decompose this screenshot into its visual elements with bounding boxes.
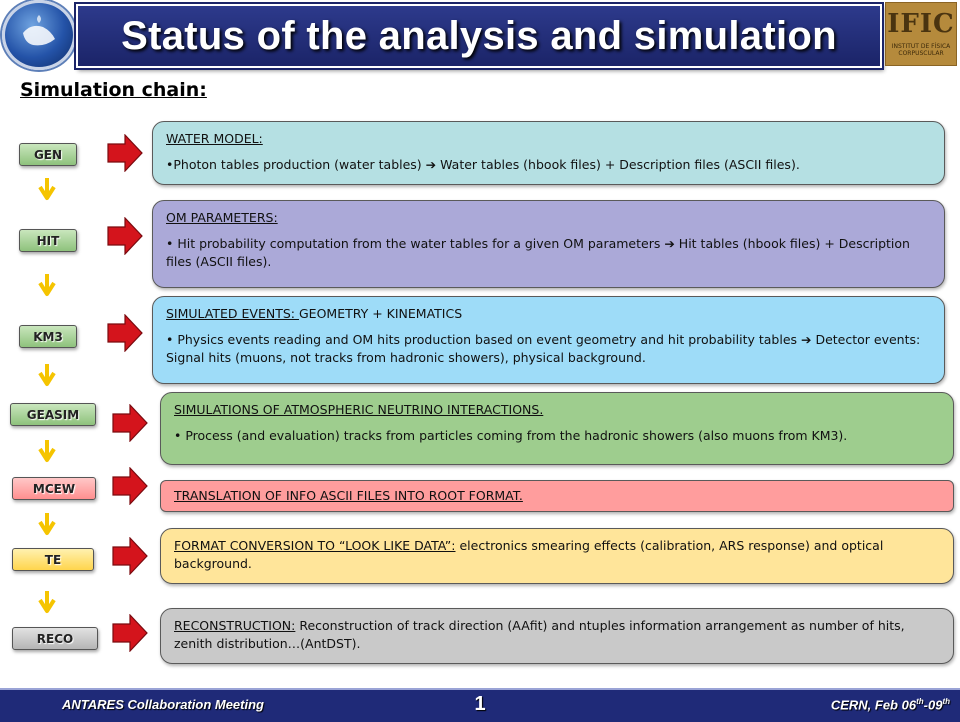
- right-arrow-icon: [107, 134, 143, 172]
- footer-date-sup2: th: [942, 697, 950, 706]
- mcew-heading: TRANSLATION OF INFO ASCII FILES INTO ROOT FORMAT.: [174, 488, 523, 503]
- footer-location-date: [831, 697, 950, 712]
- om-parameters-text-a: Hit probability computation from the water tables for a given OM parameters: [173, 236, 665, 251]
- water-model-text-a: Photon tables production (water tables): [173, 157, 426, 172]
- section-subtitle: Simulation chain:: [20, 79, 207, 101]
- om-parameters-text-b: Hit tables (hbook files) + Description files (ASCII files).: [166, 236, 910, 269]
- water-model-box: [152, 121, 945, 185]
- simulated-events-heading-underlined: SIMULATED EVENTS:: [166, 306, 299, 321]
- simulated-events-box: [152, 296, 945, 384]
- antares-logo: [2, 0, 76, 70]
- chain-node-geasim: GEASIM: [10, 403, 96, 426]
- geasim-text: Process (and evaluation) tracks from particles coming from the hadronic showers (also muons from KM3).: [181, 428, 848, 443]
- arrow-right-icon: ➔: [801, 332, 812, 347]
- down-arrow-icon: [38, 363, 56, 387]
- down-arrow-icon: [38, 439, 56, 463]
- simulated-events-text-a: Physics events reading and OM hits production based on event geometry and hit probability tables: [173, 332, 801, 347]
- arrow-right-icon: ➔: [664, 236, 675, 251]
- te-heading-underlined: FORMAT CONVERSION TO “LOOK LIKE DATA”:: [174, 538, 456, 553]
- down-arrow-icon: [38, 273, 56, 297]
- simulated-events-heading-rest: GEOMETRY + KINEMATICS: [298, 306, 463, 321]
- antares-globe-icon: [5, 3, 73, 67]
- simulated-events-text-b: Detector events: Signal hits (muons, not tracks from hadronic showers), physical background.: [166, 332, 921, 365]
- ific-logo-subtext: INSTITUT DE FÍSICA CORPUSCULAR: [891, 43, 951, 57]
- simulated-events-heading: [166, 305, 932, 323]
- footer-date-mid: -09: [923, 697, 943, 713]
- te-text: [174, 537, 941, 573]
- te-heading-rest: electronics smearing effects (calibration, ARS response) and optical background.: [174, 538, 884, 571]
- chain-node-reco: RECO: [12, 627, 98, 650]
- om-parameters-bullet: • Hit probability computation from the water tables for a given OM parameters ➔ Hit tables (hbook files) + Description files (ASCII files).: [166, 236, 910, 269]
- chain-node-te: TE: [12, 548, 94, 571]
- reco-heading-underlined: RECONSTRUCTION:: [174, 618, 296, 633]
- footer-date-prefix: CERN, Feb 06: [830, 697, 917, 713]
- chain-node-km3: KM3: [19, 325, 77, 348]
- water-model-bullet: •Photon tables production (water tables) ➔ Water tables (hbook files) + Description files (ASCII files).: [166, 157, 800, 172]
- reco-box: [160, 608, 954, 664]
- arrow-right-icon: ➔: [425, 157, 437, 172]
- right-arrow-icon: [112, 467, 148, 505]
- simulated-events-bullet: • Physics events reading and OM hits production based on event geometry and hit probability tables ➔ Detector events: Signal hits (muons, not tracks from hadronic showers), physical background.: [166, 332, 921, 365]
- right-arrow-icon: [107, 314, 143, 352]
- page-title: Status of the analysis and simulation: [121, 13, 837, 58]
- geasim-box: [160, 392, 954, 465]
- down-arrow-icon: [38, 177, 56, 201]
- chain-node-gen: GEN: [19, 143, 77, 166]
- down-arrow-icon: [38, 512, 56, 536]
- right-arrow-icon: [112, 404, 148, 442]
- chain-node-mcew: MCEW: [12, 477, 96, 500]
- water-model-text-b: Water tables (hbook files) + Description files (ASCII files).: [436, 157, 800, 172]
- reco-heading-rest: Reconstruction of track direction (AAfit) and ntuples information arrangement as number of hits, zenith distribution…(AntDST).: [174, 618, 905, 651]
- te-box: [160, 528, 954, 584]
- reco-text: [174, 617, 941, 653]
- geasim-heading: SIMULATIONS OF ATMOSPHERIC NEUTRINO INTERACTIONS.: [174, 402, 544, 417]
- om-parameters-box: [152, 200, 945, 288]
- chain-node-hit: HIT: [19, 229, 77, 252]
- right-arrow-icon: [112, 614, 148, 652]
- ific-logo-text: IFIC: [887, 9, 955, 39]
- om-parameters-heading: OM PARAMETERS:: [166, 210, 278, 225]
- title-banner: [76, 4, 882, 68]
- right-arrow-icon: [112, 537, 148, 575]
- geasim-bullet: • Process (and evaluation) tracks from particles coming from the hadronic showers (also muons from KM3).: [174, 428, 848, 443]
- footer-page-number: 1: [474, 693, 486, 715]
- footer-meeting: ANTARES Collaboration Meeting: [62, 697, 264, 712]
- down-arrow-icon: [38, 590, 56, 614]
- ific-logo: [885, 2, 957, 66]
- footer-date-sup1: th: [916, 697, 924, 706]
- right-arrow-icon: [107, 217, 143, 255]
- footer-bar: [0, 688, 960, 722]
- water-model-heading: WATER MODEL:: [166, 131, 263, 146]
- mcew-box: [160, 480, 954, 512]
